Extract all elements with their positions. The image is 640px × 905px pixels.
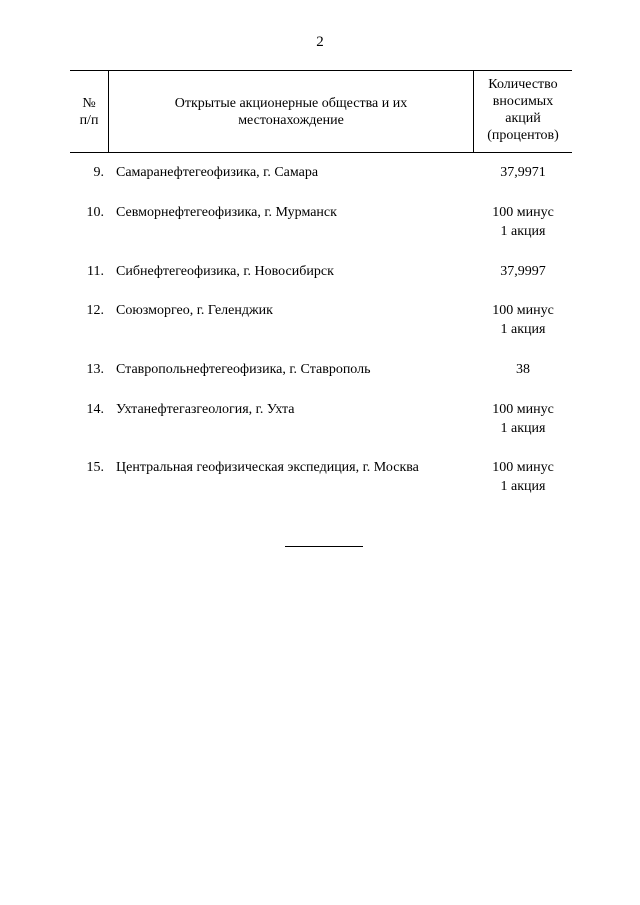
header-company-column — [110, 95, 472, 129]
company-name: Союзморгео, г. Геленджик — [116, 303, 273, 318]
page-number: 2 — [316, 34, 324, 50]
share-quantity-line1: 38 — [516, 362, 530, 377]
header-quantity-line1: Количество — [488, 77, 558, 92]
share-quantity-line2: 1 акция — [500, 224, 546, 239]
share-quantity — [474, 458, 572, 496]
header-number-column — [70, 95, 108, 129]
company-name: Ухтанефтегазгеология, г. Ухта — [116, 402, 295, 417]
share-quantity — [474, 262, 572, 281]
header-number-line1: № — [82, 96, 96, 111]
share-quantity-line1: 100 минус — [492, 402, 554, 417]
header-quantity-line4: (процентов) — [487, 128, 559, 143]
table-header-bottom-rule — [70, 152, 572, 153]
row-number: 9. — [93, 165, 104, 180]
share-quantity — [474, 301, 572, 339]
header-company-line1: Открытые акционерные общества и их — [174, 96, 408, 111]
share-quantity — [474, 203, 572, 241]
table-top-rule — [70, 70, 572, 71]
share-quantity-line2: 1 акция — [500, 421, 546, 436]
header-quantity-line3: акций — [505, 111, 541, 126]
share-quantity-line2: 1 акция — [500, 322, 546, 337]
company-name: Сибнефтегеофизика, г. Новосибирск — [116, 264, 334, 279]
row-number: 11. — [87, 264, 104, 279]
header-quantity-column — [474, 76, 572, 144]
share-quantity — [474, 360, 572, 379]
row-number: 15. — [86, 460, 104, 475]
row-number: 10. — [86, 205, 104, 220]
row-number: 12. — [86, 303, 104, 318]
share-quantity-line1: 37,9997 — [500, 264, 546, 279]
share-quantity-line1: 100 минус — [492, 205, 554, 220]
share-quantity-line1: 37,9971 — [500, 165, 546, 180]
header-company-line2: местонахождение — [238, 113, 344, 128]
share-quantity — [474, 163, 572, 182]
row-number: 13. — [86, 362, 104, 377]
header-number-line2: п/п — [79, 113, 99, 128]
end-of-document-line — [285, 546, 363, 547]
share-quantity-line1: 100 минус — [492, 460, 554, 475]
company-name: Севморнефтегеофизика, г. Мурманск — [116, 205, 337, 220]
company-name: Самаранефтегеофизика, г. Самара — [116, 165, 319, 180]
share-quantity-line1: 100 минус — [492, 303, 554, 318]
share-quantity-line2: 1 акция — [500, 479, 546, 494]
company-name: Центральная геофизическая экспедиция, г. Москва — [116, 460, 419, 475]
company-name: Ставропольнефтегеофизика, г. Ставрополь — [116, 362, 371, 377]
header-quantity-line2: вносимых — [492, 94, 554, 109]
row-number: 14. — [86, 402, 104, 417]
header-divider-left — [108, 70, 109, 152]
share-quantity — [474, 400, 572, 438]
